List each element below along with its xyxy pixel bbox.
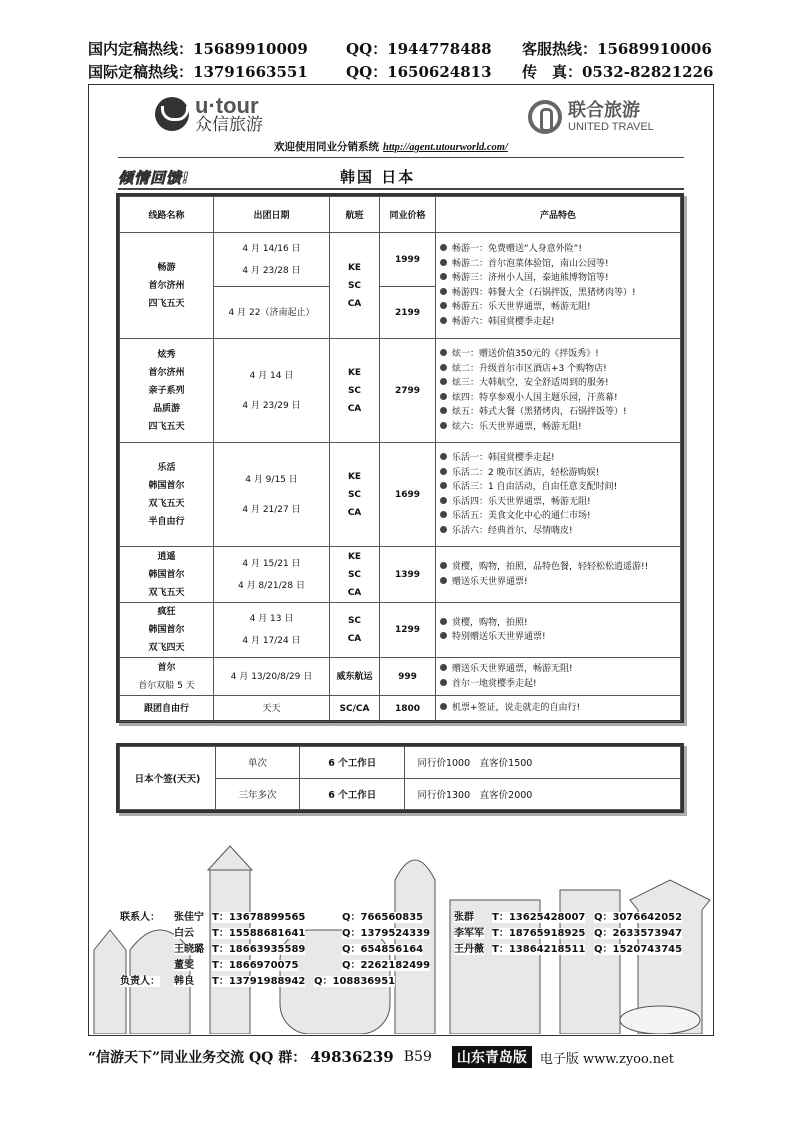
visa-days: 6 个工作日 bbox=[300, 747, 405, 779]
contact-phone: T：1866970075 bbox=[212, 960, 299, 971]
qq-group-number: 49836239 bbox=[310, 1048, 394, 1066]
features: 畅游一：免费赠送“人身意外险”! 畅游二：首尔泡菜体验馆，南山公园等! 畅游三：济州小人国，泰迪熊博物馆等! 畅游四：韩餐大全（石锅拌饭，黑猪烤肉等）! 畅游五：乐天世界通票，畅游无阻! 畅游六：韩国赏樱季走起! bbox=[436, 233, 681, 339]
hotlines bbox=[88, 37, 718, 83]
contact-name: 张群 bbox=[454, 912, 474, 923]
tour-table bbox=[119, 196, 681, 722]
departure-dates: 4 月 15/21 日 4 月 8/21/28 日 bbox=[214, 547, 330, 603]
contact-qq: Q：1520743745 bbox=[594, 944, 683, 955]
table-row bbox=[120, 443, 681, 547]
qq-group-label: “信游天下”同业业务交流 QQ 群： bbox=[88, 1050, 307, 1066]
features: 赏樱，购物，拍照，品特色餐，轻轻松松逍遥游!! 赠送乐天世界通票! bbox=[436, 547, 681, 603]
departure-dates: 4 月 14/16 日 4 月 23/28 日 bbox=[214, 233, 330, 287]
price: 1800 bbox=[380, 696, 436, 722]
departure-dates: 4 月 13 日 4 月 17/24 日 bbox=[214, 603, 330, 658]
contacts-label: 联系人： bbox=[120, 912, 160, 923]
contact-name: 董雯 bbox=[174, 960, 194, 971]
international-hotline: 国际定稿热线：13791663551 bbox=[88, 63, 308, 81]
united-travel-icon bbox=[528, 100, 562, 134]
contact-name: 王丹薇 bbox=[454, 944, 484, 955]
visa-label: 日本个签(天天) bbox=[120, 747, 216, 810]
flight: SC CA bbox=[330, 603, 380, 658]
partner-cn: 联合旅游 bbox=[568, 100, 640, 122]
header-dates: 出团日期 bbox=[214, 197, 330, 233]
contact-name: 白云 bbox=[174, 928, 194, 939]
contact-qq: Q：2262182499 bbox=[342, 960, 431, 971]
contact-phone: T：13864218511 bbox=[492, 944, 586, 955]
visa-price: 同行价1300 直客价2000 bbox=[405, 778, 681, 810]
contact-qq: Q：654856164 bbox=[342, 944, 424, 955]
manager-label: 负责人： bbox=[120, 976, 160, 987]
service-hotline: 客服热线：15689910006 bbox=[522, 40, 712, 58]
contact-qq: Q：766560835 bbox=[342, 912, 424, 923]
agent-url-link[interactable]: http://agent.utourworld.com/ bbox=[383, 142, 508, 153]
visa-days: 6 个工作日 bbox=[300, 778, 405, 810]
fax: 传 真：0532-82821226 bbox=[522, 63, 714, 81]
table-row bbox=[120, 747, 681, 779]
domestic-qq: QQ：1944778488 bbox=[346, 40, 492, 58]
contact-phone: T：18663935589 bbox=[212, 944, 306, 955]
route-name: 畅游 首尔济州 四飞五天 bbox=[120, 233, 214, 339]
table-row bbox=[120, 547, 681, 603]
route-name: 首尔 首尔双船 5 天 bbox=[120, 658, 214, 696]
contact-name: 王晓璐 bbox=[174, 944, 204, 955]
manager-phone: T：13791988942 bbox=[212, 976, 306, 987]
contact-name: 李军军 bbox=[454, 928, 484, 939]
utour-logo bbox=[155, 94, 263, 135]
visa-table-box bbox=[116, 743, 684, 813]
manager-name: 韩良 bbox=[174, 976, 194, 987]
contact-phone: T：18765918925 bbox=[492, 928, 586, 939]
flight: KE SC CA bbox=[330, 339, 380, 443]
contact-phone: T：13625428007 bbox=[492, 912, 586, 923]
electronic-edition-link[interactable]: 电子版 www.zyoo.net bbox=[539, 1051, 675, 1067]
united-travel-logo bbox=[528, 100, 654, 134]
flight: 威东航运 bbox=[330, 658, 380, 696]
contact-qq: Q：2633573947 bbox=[594, 928, 683, 939]
flight: KE SC CA bbox=[330, 547, 380, 603]
welcome-text: 欢迎使用同业分销系统 bbox=[274, 141, 379, 153]
departure-dates: 4 月 9/15 日 4 月 21/27 日 bbox=[214, 443, 330, 547]
flight: SC/CA bbox=[330, 696, 380, 722]
header-route: 线路名称 bbox=[120, 197, 214, 233]
features: 赠送乐天世界通票，畅游无阻! 首尔一地赏樱季走起! bbox=[436, 658, 681, 696]
edition-badge: 山东青岛版 bbox=[452, 1046, 532, 1068]
features: 乐活一：韩国赏樱季走起! 乐活二：2 晚市区酒店，轻松游购娱! 乐活三：1 自由活动，自由任意支配时间! 乐活四：乐天世界通票，畅游无阻! 乐活五：美食文化中心的通仁市场! 乐活六：经典首尔，尽情嗨皮! bbox=[436, 443, 681, 547]
header-price: 同业价格 bbox=[380, 197, 436, 233]
route-name: 炫秀 首尔济州 亲子系列 品质游 四飞五天 bbox=[120, 339, 214, 443]
table-row bbox=[120, 696, 681, 722]
partner-en: UNITED TRAVEL bbox=[568, 120, 654, 133]
contact-name: 张佳宁 bbox=[174, 912, 204, 923]
region-divider bbox=[118, 188, 684, 190]
price: 2799 bbox=[380, 339, 436, 443]
header-features: 产品特色 bbox=[436, 197, 681, 233]
header-flight: 航班 bbox=[330, 197, 380, 233]
departure-dates: 4 月 14 日 4 月 23/29 日 bbox=[214, 339, 330, 443]
brand-en: u·tour bbox=[195, 93, 259, 118]
manager-qq: Q：108836951 bbox=[314, 976, 396, 987]
features: 机票+签证，说走就走的自由行! bbox=[436, 696, 681, 722]
price: 1699 bbox=[380, 443, 436, 547]
features: 赏樱，购物，拍照! 特别赠送乐天世界通票! bbox=[436, 603, 681, 658]
header-divider bbox=[118, 157, 684, 158]
departure-dates: 天天 bbox=[214, 696, 330, 722]
price: 999 bbox=[380, 658, 436, 696]
departure-dates: 4 月 22（济南起止） bbox=[214, 287, 330, 339]
visa-price: 同行价1000 直客价1500 bbox=[405, 747, 681, 779]
domestic-hotline: 国内定稿热线：15689910009 bbox=[88, 40, 308, 58]
region-title: 韩国 日本 bbox=[340, 168, 416, 186]
contact-phone: T：15588681641 bbox=[212, 928, 306, 939]
cloud-shape bbox=[620, 1006, 700, 1034]
price: 1299 bbox=[380, 603, 436, 658]
utour-logo-icon bbox=[155, 97, 189, 131]
features: 炫一：赠送价值350元的《拌饭秀》! 炫二：升级首尔市区酒店+3 个购物店! 炫三：大韩航空，安全舒适周到的服务! 炫四：特享参观小人国主题乐园，汗蒸幕! 炫五：韩式大餐（黑猪烤肉，石锅拌饭等）! 炫六：乐天世界通票，畅游无阻! bbox=[436, 339, 681, 443]
footer bbox=[88, 1046, 718, 1068]
route-name: 跟团自由行 bbox=[120, 696, 214, 722]
visa-type: 单次 bbox=[216, 747, 300, 779]
visa-table bbox=[119, 746, 681, 810]
page-number: B59 bbox=[403, 1049, 432, 1065]
table-row bbox=[120, 233, 681, 287]
tour-table-box bbox=[116, 193, 684, 723]
route-name: 逍遥 韩国首尔 双飞五天 bbox=[120, 547, 214, 603]
table-row bbox=[120, 603, 681, 658]
price: 2199 bbox=[380, 287, 436, 339]
visa-type: 三年多次 bbox=[216, 778, 300, 810]
price: 1999 bbox=[380, 233, 436, 287]
flight: KE SC CA bbox=[330, 443, 380, 547]
contact-qq: Q：1379524339 bbox=[342, 928, 431, 939]
route-name: 乐活 韩国首尔 双飞五天 半自由行 bbox=[120, 443, 214, 547]
table-row bbox=[120, 339, 681, 443]
contact-qq: Q：3076642052 bbox=[594, 912, 683, 923]
international-qq: QQ：1650624813 bbox=[346, 63, 492, 81]
welcome-line bbox=[274, 139, 508, 154]
flight: KE SC CA bbox=[330, 233, 380, 339]
route-name: 疯狂 韩国首尔 双飞四天 bbox=[120, 603, 214, 658]
departure-dates: 4 月 13/20/8/29 日 bbox=[214, 658, 330, 696]
contact-phone: T：13678899565 bbox=[212, 912, 306, 923]
tower-top bbox=[208, 846, 252, 870]
table-row bbox=[120, 658, 681, 696]
tagline: 倾情回馈! bbox=[118, 169, 190, 187]
brand-cn: 众信旅游 bbox=[195, 115, 263, 136]
price: 1399 bbox=[380, 547, 436, 603]
